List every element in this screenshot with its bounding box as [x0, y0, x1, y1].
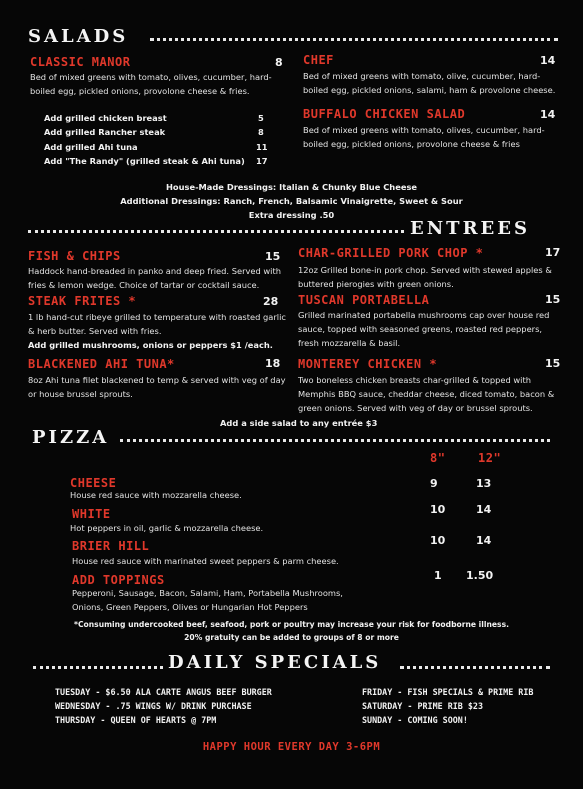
portabella-name: TUSCAN PORTABELLA	[298, 293, 430, 307]
pizza-white-name: WHITE	[72, 507, 111, 521]
pizza-toppings-name: ADD TOPPINGS	[72, 573, 165, 587]
buffalo-desc: Bed of mixed greens with tomato, olives, cucumber, hard-boiled egg, pickled onions, provolone cheese & fries	[303, 125, 545, 149]
special-tuesday: TUESDAY - $6.50 ALA CARTE ANGUS BEEF BURGER	[55, 687, 272, 697]
ahi-tuna-desc: 8oz Ahi tuna filet blackened to temp & served with veg of day or house brussel sprouts.	[28, 375, 286, 399]
monterey-desc: Two boneless chicken breasts char-grilled & topped with Memphis BBQ sauce, cheddar cheese, diced tomato, bacon & green onions. Served with veg of day or brussel sprouts.	[298, 375, 555, 413]
pizza-brier-price12: 14	[476, 534, 492, 547]
monterey-name: MONTEREY CHICKEN *	[298, 357, 438, 371]
specials-divider-left	[33, 666, 163, 669]
buffalo-price: 14	[540, 108, 556, 121]
buffalo-name: BUFFALO CHICKEN SALAD	[303, 107, 466, 121]
addon-randy-price: 17	[256, 156, 268, 166]
ahi-tuna-price: 18	[265, 357, 281, 370]
monterey-price: 15	[545, 357, 561, 370]
fish-chips-price: 15	[265, 250, 281, 263]
pork-chop-price: 17	[545, 246, 561, 259]
chef-desc: Bed of mixed greens with tomato, olive, cucumber, hard-boiled egg, pickled onions, salami, ham & provolone cheese.	[303, 71, 556, 95]
special-saturday: SATURDAY - PRIME RIB $23	[362, 701, 484, 711]
gratuity-note: 20% gratuity can be added to groups of 8 or more	[184, 633, 399, 642]
pizza-divider	[120, 439, 550, 442]
side-salad-note: Add a side salad to any entrée $3	[220, 418, 378, 428]
pizza-toppings-desc: Pepperoni, Sausage, Bacon, Salami, Ham, Portabella Mushrooms, Onions, Green Peppers, Olives or Hungarian Hot Peppers	[72, 588, 343, 612]
addon-randy-label: Add "The Randy" (grilled steak & Ahi tuna)	[44, 156, 245, 166]
special-wednesday: WEDNESDAY - .75 WINGS W/ DRINK PURCHASE	[55, 701, 252, 711]
ahi-tuna-name: BLACKENED AHI TUNA*	[28, 357, 175, 371]
classic-manor-price: 8	[275, 56, 283, 69]
classic-manor-desc: Bed of mixed greens with tomato, olives, cucumber, hard-boiled egg, pickled onions, provolone cheese & fries.	[30, 72, 272, 96]
salads-divider	[150, 38, 558, 41]
foodborne-warning: *Consuming undercooked beef, seafood, pork or poultry may increase your risk for foodborne illness.	[74, 620, 509, 629]
steak-frites-price: 28	[263, 295, 279, 308]
portabella-desc: Grilled marinated portabella mushrooms cap over house red sauce, topped with seasoned greens, roasted red peppers, fresh mozzarella & basil.	[298, 310, 550, 348]
additional-dressings: Additional Dressings: Ranch, French, Balsamic Vinaigrette, Sweet & Sour	[120, 196, 463, 206]
pork-chop-name: CHAR-GRILLED PORK CHOP *	[298, 246, 484, 260]
pizza-size-12: 12"	[478, 451, 502, 465]
pizza-brier-price8: 10	[430, 534, 446, 547]
addon-tuna-price: 11	[256, 142, 268, 152]
pizza-brier-desc: House red sauce with marinated sweet peppers & parm cheese.	[72, 556, 339, 566]
classic-manor-name: CLASSIC MANOR	[30, 55, 131, 69]
pizza-toppings-price12: 1.50	[466, 569, 494, 582]
pork-chop-desc: 12oz Grilled bone-in pork chop. Served with stewed apples & buttered pierogies with green onions.	[298, 265, 552, 289]
pizza-cheese-name: CHEESE	[70, 476, 117, 490]
house-dressings: House-Made Dressings: Italian & Chunky Blue Cheese	[165, 182, 418, 192]
specials-divider-right	[400, 666, 550, 669]
happy-hour: HAPPY HOUR EVERY DAY 3-6PM	[202, 741, 381, 753]
pizza-title: PIZZA	[32, 427, 110, 448]
special-sunday: SUNDAY - COMING SOON!	[362, 715, 468, 725]
salads-title: SALADS	[28, 26, 129, 47]
pizza-toppings-price8: 1	[434, 569, 442, 582]
pizza-cheese-price12: 13	[476, 477, 492, 490]
steak-frites-desc: 1 lb hand-cut ribeye grilled to temperature with roasted garlic & herb butter. Served with fries.	[28, 312, 286, 336]
addon-steak-label: Add grilled Rancher steak	[44, 127, 166, 137]
extra-dressing: Extra dressing .50	[248, 210, 335, 220]
pizza-cheese-price8: 9	[430, 477, 438, 490]
addon-chicken-label: Add grilled chicken breast	[44, 113, 167, 123]
pizza-brier-name: BRIER HILL	[72, 539, 150, 553]
special-friday: FRIDAY - FISH SPECIALS & PRIME RIB	[362, 687, 534, 697]
pizza-size-8: 8"	[430, 451, 446, 465]
special-thursday: THURSDAY - QUEEN OF HEARTS @ 7PM	[55, 715, 217, 725]
entrees-title: ENTREES	[410, 218, 530, 239]
addon-chicken-price: 5	[258, 113, 264, 123]
addon-steak-price: 8	[258, 127, 264, 137]
addon-tuna-label: Add grilled Ahi tuna	[44, 142, 138, 152]
pizza-white-desc: Hot peppers in oil, garlic & mozzarella cheese.	[70, 523, 264, 533]
pizza-cheese-desc: House red sauce with mozzarella cheese.	[70, 490, 242, 500]
fish-chips-name: FISH & CHIPS	[28, 249, 121, 263]
pizza-white-price12: 14	[476, 503, 492, 516]
specials-title: DAILY SPECIALS	[168, 652, 382, 673]
steak-frites-name: STEAK FRITES *	[28, 294, 137, 308]
steak-frites-note: Add grilled mushrooms, onions or peppers $1 /each.	[28, 340, 273, 350]
fish-chips-desc: Haddock hand-breaded in panko and deep fried. Served with fries & lemon wedge. Choice of tartar or cocktail sauce.	[28, 266, 282, 290]
pizza-white-price8: 10	[430, 503, 446, 516]
entrees-divider	[28, 230, 404, 233]
chef-price: 14	[540, 54, 556, 67]
portabella-price: 15	[545, 293, 561, 306]
chef-name: CHEF	[303, 53, 334, 67]
